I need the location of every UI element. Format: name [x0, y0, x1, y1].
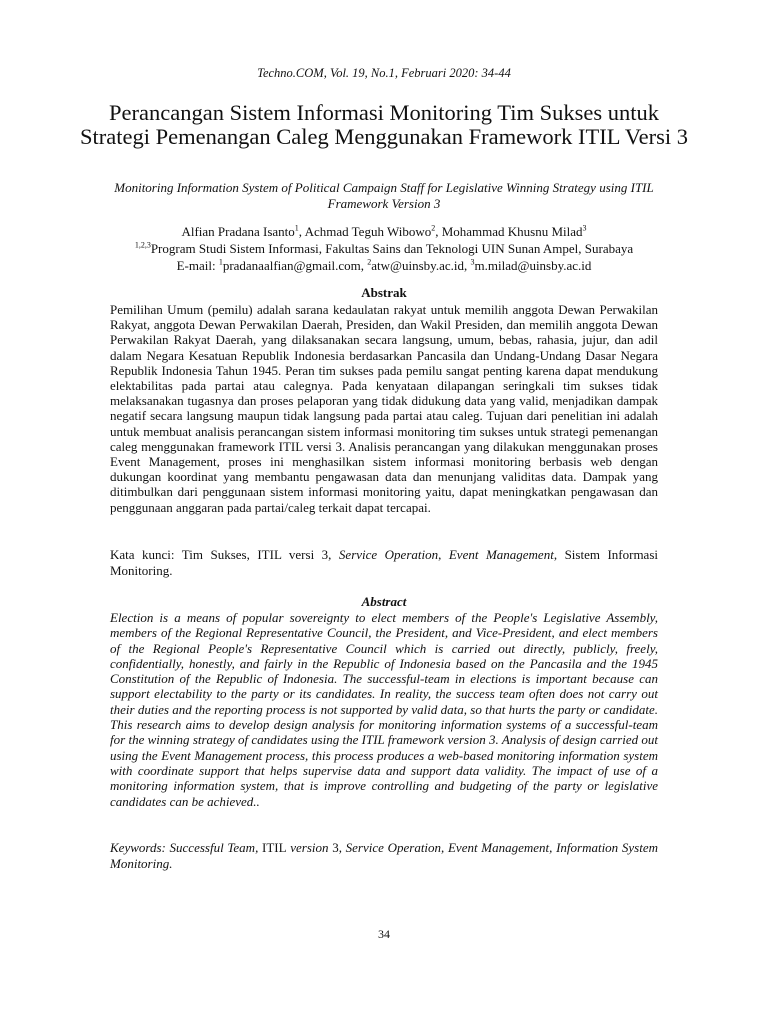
kata-kunci-suffix: , Sistem Informasi Monitoring. [110, 547, 659, 578]
journal-citation: Techno.COM, Vol. 19, No.1, Februari 2020: 34-44 [257, 66, 511, 80]
keywords-rest: , Service Operation, Event Management, Information System Monitoring. [110, 840, 658, 871]
email-label: E-mail: [176, 258, 219, 273]
email-mark: 1 [218, 257, 223, 267]
author-list: Alfian Pradana Isanto$^1$, Achmad Teguh Wibowo$^2$, Mohammad Khusnu Milad$^3$ [181, 223, 587, 239]
author-name: Alfian Pradana Isanto [181, 224, 295, 239]
keywords [110, 840, 658, 872]
kata-kunci-prefix: Kata kunci: Tim Sukses, ITIL versi 3, [110, 547, 339, 562]
keywords-version: version [286, 840, 333, 855]
kata-kunci-term: Service Operation [338, 547, 439, 562]
email-address: m.milad@uinsby.ac.id [474, 258, 592, 273]
abstract-body: Election is a means of popular sovereignty to elect members of the People's Legislative Assembly, members of the Regional Representative Council, the President, and Vice-President, and elect members of the Regional People's Representative Council which is carried out directly, publicly, freely, confidentially, honestly, and fairly in the Republic of Indonesia based on the Pancasila and the 1945 Constitution of the Republic of Indonesia. The successful-team in elections is important because can support electability to the party or its candidates. In reality, the success team often does not carry out their duties and the reporting process is not supported by valid data, so that hurts the party or candidate. This research aims to develop design analysis for monitoring information systems of a successful-team for the winning strategy of candidates using the ITIL framework version 3. Analysis of design carried out using the Event Management process, this process produces a web-based monitoring information system with coordinate support that helps supervise data and support data validity. The impact of use of a monitoring information system, that is improve controlling and budgeting of the party or legislative candidates can be achieved.. [110, 610, 658, 809]
keywords-prefix: Keywords: Successful Team, [110, 840, 263, 855]
abstrak-body: Pemilihan Umum (pemilu) adalah sarana kedaulatan rakyat untuk memilih anggota Dewan Perwakilan Rakyat, anggota Dewan Perwakilan Daerah, Presiden, dan Wakil Presiden, dan memilih anggota Dewan Perwakilan Rakyat Daerah, yang dilaksanakan secara langsung, umum, bebas, rahasia, jujur, dan adil dalam Negara Kesatuan Republik Indonesia berdasarkan Pancasila dan Undang-Undang Dasar Negara Republik Indonesia Tahun 1945. Peran tim sukses pada pemilu sangat penting karena dapat mendukung elektabilitas pada partai atau calegnya. Pada kenyataan dilapangan seringkali tim sukses tidak melaksanakan tugasnya dan proses pelaporan yang tidak didukung data yang valid, menjadikan dampak negatif secara langsung maupun tidak langsung pada partai atau caleg. Tujuan dari penelitian ini adalah untuk membuat analisis perancangan sistem informasi monitoring tim sukses untuk strategi pemenangan caleg menggunakan framework ITIL versi 3. Analisis perancangan yang dilakukan menggunakan proses Event Management, proses ini menghasilkan sistem informasi monitoring berbasis web dengan dukungan koordinat yang membantu pengawasan data dan menunjang validitas data. Dampak yang ditimbulkan dari penggunaan sistem informasi monitoring yaitu, dapat meningkatkan pengawasan dan penggunaan anggaran pada partai/caleg terkait dapat tercapai. [110, 302, 658, 515]
abstract-heading: Abstract [361, 594, 407, 609]
author-name: Achmad Teguh Wibowo [304, 224, 432, 239]
email-address: pradanaalfian@gmail.com [222, 258, 361, 273]
keywords-version-number: 3 [332, 840, 339, 855]
affiliation-text: Program Studi Sistem Informasi, Fakultas Sains dan Teknologi UIN Sunan Ampel, Surabaya [150, 241, 634, 256]
email-mark: 3 [470, 257, 475, 267]
email-list: E-mail: $^1$pradanaalfian@gmail.com, $^2$atw@uinsby.ac.id, $^3$m.milad@uinsby.ac.id [176, 257, 592, 273]
email-mark: 2 [367, 257, 372, 267]
page-number: 34 [378, 927, 390, 941]
paper-title: Perancangan Sistem Informasi Monitoring Tim Sukses untuk Strategi Pemenangan Caleg Menggunakan Framework ITIL Versi 3 [80, 100, 688, 149]
kata-kunci-separator: , [438, 547, 449, 562]
author-mark: 3 [582, 223, 587, 233]
affiliation [0, 240, 768, 257]
email-address: atw@uinsby.ac.id [371, 258, 464, 273]
paper-english-title: Monitoring Information System of Political Campaign Staff for Legislative Winning Strategy using ITIL Framework Version 3 [114, 180, 654, 211]
author-mark: 1 [294, 223, 299, 233]
kata-kunci [110, 547, 658, 579]
affiliation-mark: 1,2,3 [134, 240, 151, 250]
author-mark: 2 [431, 223, 436, 233]
abstrak-heading: Abstrak [361, 285, 407, 300]
keywords-itil: ITIL [262, 840, 287, 855]
author-name: Mohammad Khusnu Milad [441, 224, 583, 239]
kata-kunci-term: Event Management [448, 547, 554, 562]
